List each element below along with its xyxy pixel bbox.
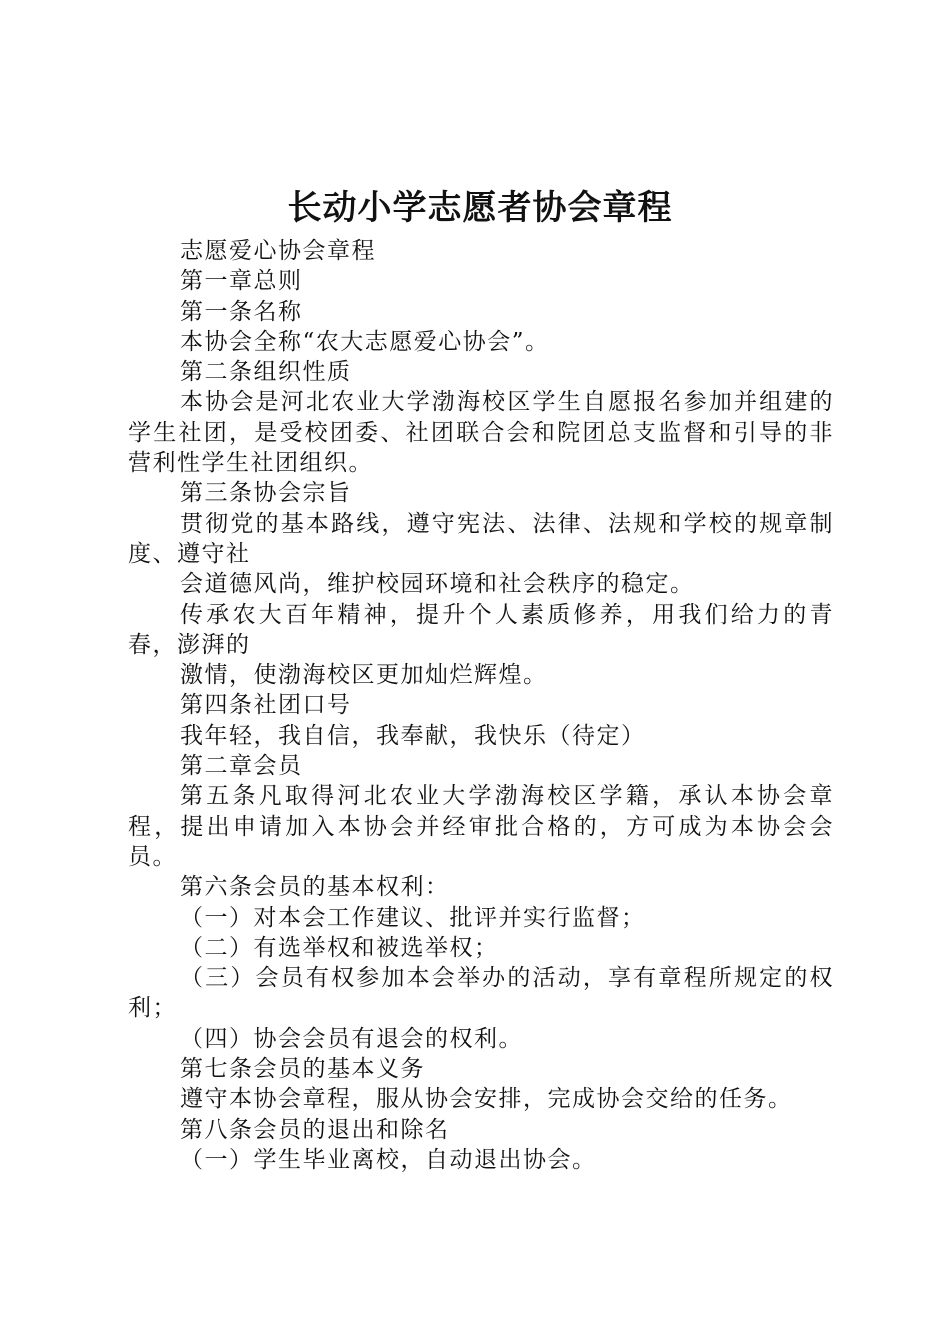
paragraph-article-1-text: 本协会全称“农大志愿爱心协会”。 — [180, 328, 550, 355]
paragraph-article-7-text: 遵守本协会章程，服从协会安排，完成协会交给的任务。 — [180, 1086, 793, 1113]
paragraph-chapter-1: 第一章总则 — [180, 268, 303, 295]
paragraph-article-6-heading: 第六条会员的基本权利： — [180, 874, 450, 901]
paragraph-article-3-text-b: 会道德风尚，维护校园环境和社会秩序的稳定。 — [180, 571, 695, 598]
paragraph-subtitle: 志愿爱心协会章程 — [180, 238, 376, 264]
paragraph-article-3-text-d: 激情，使渤海校区更加灿烂辉煌。 — [180, 662, 548, 689]
paragraph-article-8-heading: 第八条会员的退出和除名 — [180, 1116, 450, 1143]
paragraph-article-6-item-3: （三）会员有权参加本会举办的活动，享有章程所规定的权利； — [128, 965, 834, 1022]
document-title: 长动小学志愿者协会章程 — [287, 188, 673, 228]
paragraph-article-6-item-1: （一）对本会工作建议、批评并实行监督； — [180, 904, 646, 931]
paragraph-article-4-text: 我年轻，我自信，我奉献，我快乐（待定） — [180, 722, 646, 749]
paragraph-article-7-heading: 第七条会员的基本义务 — [180, 1056, 425, 1083]
paragraph-article-2-heading: 第二条组织性质 — [180, 359, 352, 386]
paragraph-article-6-item-4: （四）协会会员有退会的权利。 — [180, 1025, 523, 1052]
paragraph-article-6-item-2: （二）有选举权和被选举权； — [180, 934, 499, 961]
paragraph-article-5: 第五条凡取得河北农业大学渤海校区学籍，承认本协会章程，提出申请加入本协会并经审批合格的，方可成为本协会会员。 — [128, 783, 834, 870]
paragraph-article-3-text-a: 贯彻党的基本路线，遵守宪法、法律、法规和学校的规章制度、遵守社 — [128, 510, 834, 567]
paragraph-chapter-2: 第二章会员 — [180, 753, 303, 780]
paragraph-article-3-heading: 第三条协会宗旨 — [180, 480, 352, 507]
paragraph-article-1-heading: 第一条名称 — [180, 298, 303, 325]
paragraph-article-2-text: 本协会是河北农业大学渤海校区学生自愿报名参加并组建的学生社团，是受校团委、社团联合会和院团总支监督和引导的非营利性学生社团组织。 — [128, 389, 834, 477]
paragraph-article-3-text-c: 传承农大百年精神，提升个人素质修养，用我们给力的青春，澎湃的 — [128, 601, 834, 658]
document-body — [128, 236, 834, 1175]
paragraph-article-4-heading: 第四条社团口号 — [180, 692, 352, 719]
paragraph-article-8-item-1: （一）学生毕业离校，自动退出协会。 — [180, 1146, 597, 1173]
